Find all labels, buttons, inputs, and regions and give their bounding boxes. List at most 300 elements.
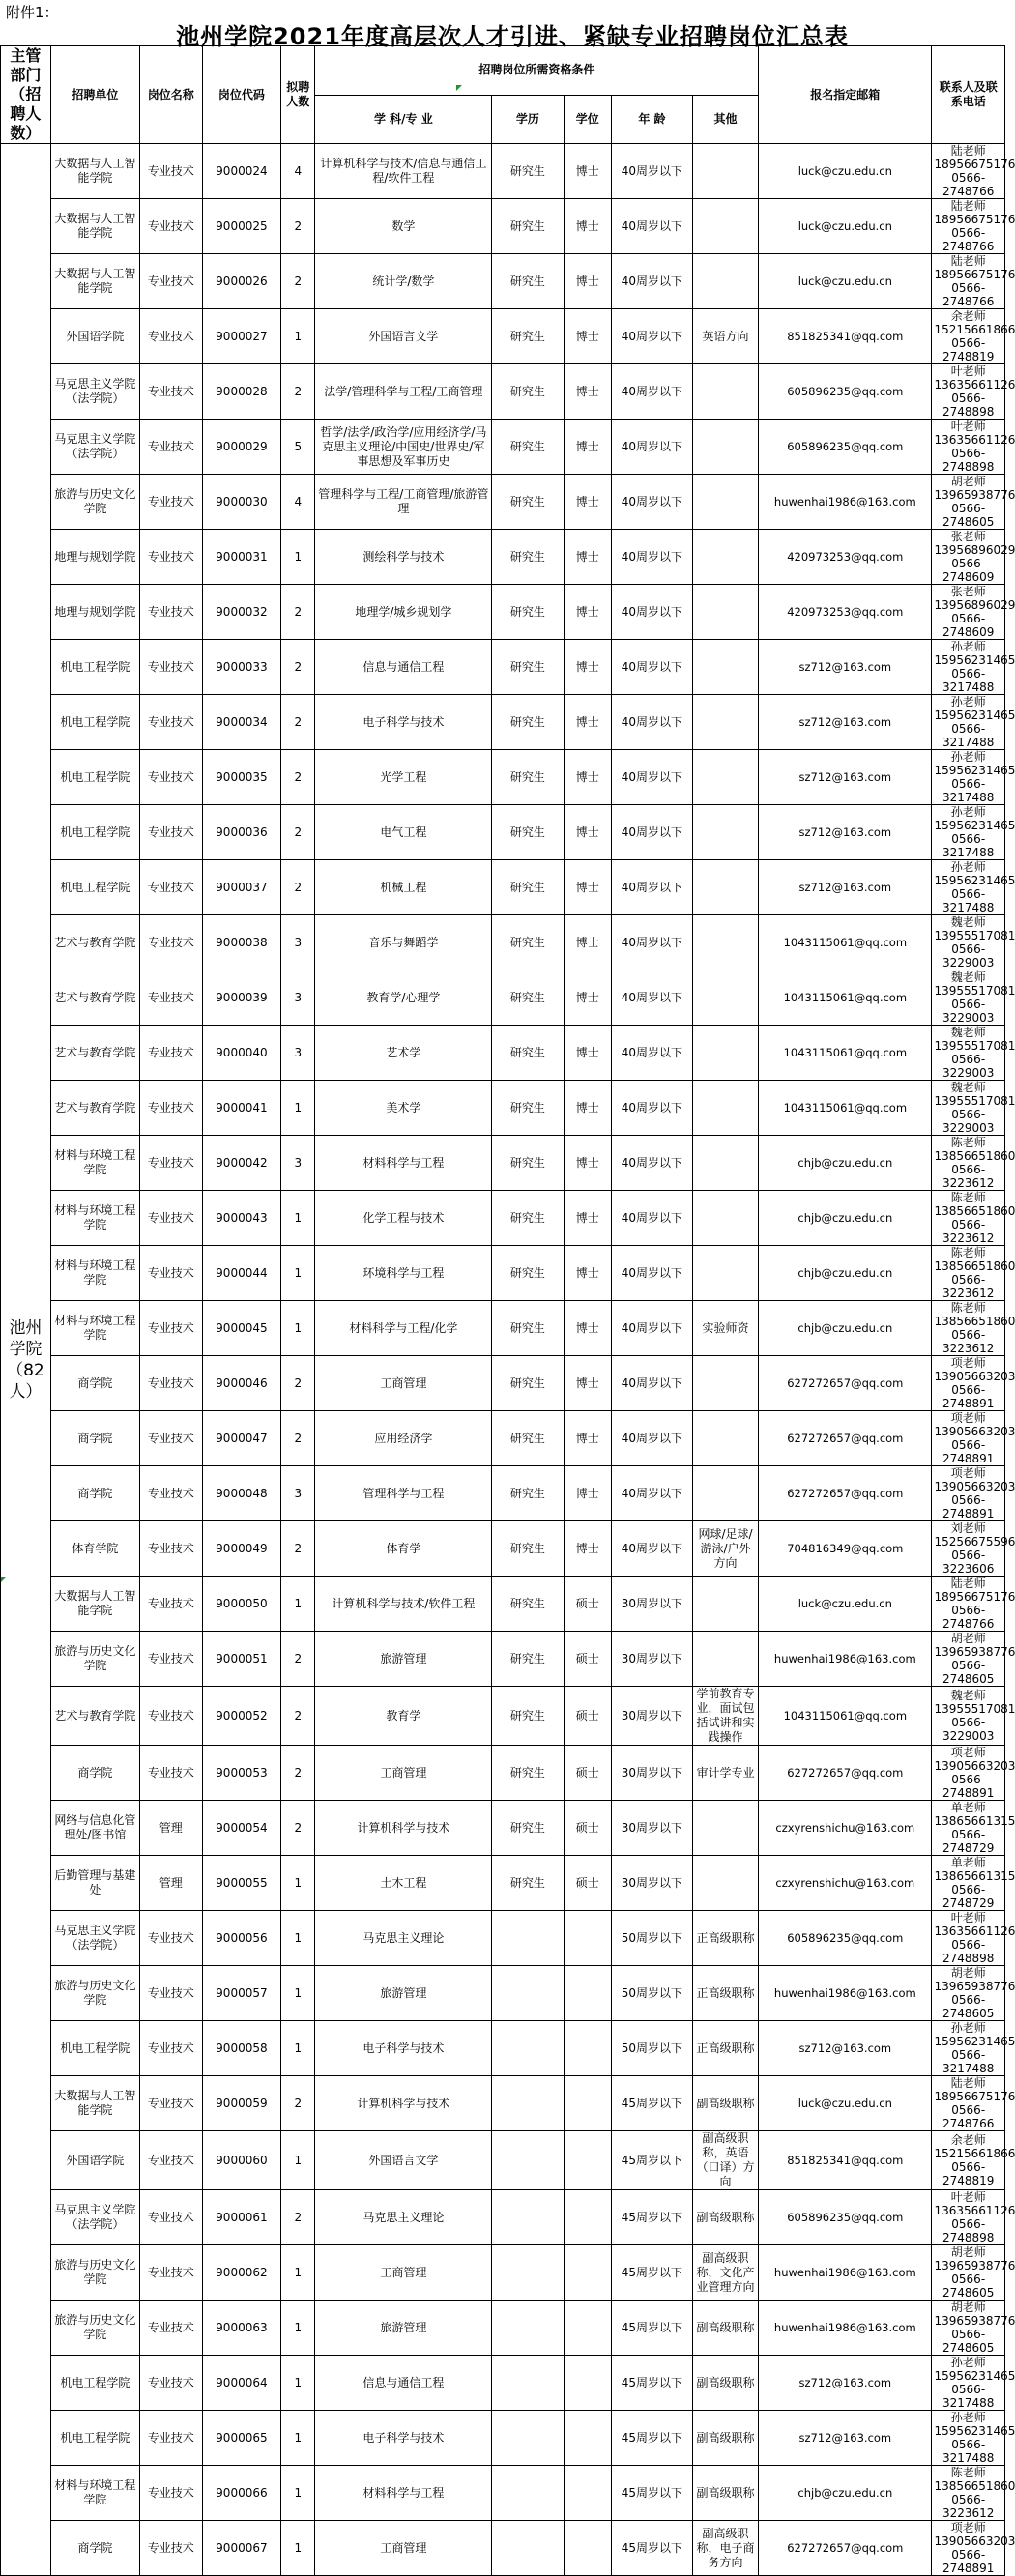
cell-code: 9000045 [202,1301,280,1356]
table-row [1,585,1005,640]
cell-edu: 研究生 [492,860,564,915]
cell-other [692,364,758,420]
cell-degree: 硕士 [564,1746,612,1801]
contact-c3: 0566-2748605 [942,2272,995,2300]
cell-code: 9000031 [202,530,280,585]
cell-other [692,1801,758,1856]
contact-c3: 0566-3217488 [942,722,995,749]
cell-degree: 博士 [564,1301,612,1356]
cell-post: 专业技术 [139,2466,202,2521]
cell-code: 9000041 [202,1081,280,1136]
contact-c2: 13856651860 [934,1149,1015,1163]
cell-other: 副高级职称，文化产业管理方向 [692,2245,758,2301]
contact-c3: 0566-3229003 [942,1108,995,1135]
cell-code: 9000024 [202,144,280,199]
cell-email: 605896235@qq.com [759,1911,932,1966]
cell-email: sz712@163.com [759,750,932,805]
cell-edu: 研究生 [492,420,564,475]
cell-post: 专业技术 [139,1356,202,1411]
contact-c2: 15956231465 [934,2035,1015,2048]
contact-c3: 0566-3217488 [942,777,995,804]
cell-unit: 旅游与历史文化学院 [50,1966,139,2021]
cell-code: 9000061 [202,2190,280,2245]
cell-contact [932,2245,1015,2301]
cell-count: 1 [281,1911,315,1966]
cell-degree: 博士 [564,805,612,860]
contact-c2: 13955517081 [934,1702,1015,1716]
cell-degree: 博士 [564,1521,612,1577]
cell-post: 专业技术 [139,750,202,805]
cell-post: 专业技术 [139,640,202,695]
contact-c2: 15215661866 [934,2147,1015,2160]
cell-major: 测绘科学与技术 [315,530,492,585]
cell-other [692,915,758,970]
cell-count: 1 [281,1856,315,1911]
cell-contact [932,2021,1015,2076]
cell-age: 40周岁以下 [612,254,693,309]
cell-contact [932,805,1015,860]
cell-edu: 研究生 [492,1801,564,1856]
cell-age: 40周岁以下 [612,695,693,750]
cell-contact [932,1301,1015,1356]
cell-major: 艺术学 [315,1026,492,1081]
cell-count: 2 [281,805,315,860]
contact-c2: 13955517081 [934,1039,1015,1053]
cell-major: 材料科学与工程 [315,1136,492,1191]
cell-age: 30周岁以下 [612,1632,693,1687]
cell-email: 420973253@qq.com [759,585,932,640]
cell-major: 电子科学与技术 [315,2021,492,2076]
cell-email: huwenhai1986@163.com [759,1632,932,1687]
contact-c3: 0566-3223612 [942,1273,995,1300]
contact-c2: 13905663203 [934,1425,1015,1438]
cell-count: 3 [281,970,315,1026]
table-row [1,1687,1005,1746]
cell-major: 音乐与舞蹈学 [315,915,492,970]
cell-age: 40周岁以下 [612,1466,693,1521]
cell-degree [564,2521,612,2576]
table-row [1,1801,1005,1856]
cell-degree: 硕士 [564,1632,612,1687]
cell-other [692,970,758,1026]
cell-post: 专业技术 [139,1026,202,1081]
contact-c3: 0566-2748766 [942,2103,995,2130]
cell-edu: 研究生 [492,640,564,695]
cell-age: 40周岁以下 [612,585,693,640]
cell-email: 627272657@qq.com [759,1746,932,1801]
contact-c3: 0566-2748898 [942,2217,995,2244]
cell-count: 1 [281,1081,315,1136]
cell-email: luck@czu.edu.cn [759,144,932,199]
cell-edu: 研究生 [492,309,564,364]
cell-edu: 研究生 [492,1026,564,1081]
cell-other [692,1466,758,1521]
cell-age: 45周岁以下 [612,2356,693,2411]
table-row [1,640,1005,695]
cell-post: 专业技术 [139,1746,202,1801]
contact-c2: 13856651860 [934,1315,1015,1328]
cell-email: sz712@163.com [759,695,932,750]
cell-unit: 艺术与教育学院 [50,1081,139,1136]
cell-degree [564,2076,612,2131]
contact-c2: 15956231465 [934,764,1015,777]
contact-c1: 魏老师 [950,1689,986,1702]
cell-major: 信息与通信工程 [315,2356,492,2411]
cell-age: 40周岁以下 [612,1191,693,1246]
cell-code: 9000052 [202,1687,280,1746]
cell-contact [932,1191,1015,1246]
cell-contact [932,750,1015,805]
cell-count: 3 [281,915,315,970]
cell-contact [932,1081,1015,1136]
contact-c2: 18956675176 [934,2090,1015,2103]
contact-c1: 项老师 [950,1746,986,1759]
cell-contact [932,1632,1015,1687]
cell-email: 605896235@qq.com [759,364,932,420]
cell-unit: 艺术与教育学院 [50,1026,139,1081]
cell-count: 2 [281,585,315,640]
cell-code: 9000056 [202,1911,280,1966]
cell-code: 9000067 [202,2521,280,2576]
cell-email: huwenhai1986@163.com [759,2301,932,2356]
cell-degree: 博士 [564,254,612,309]
cell-other [692,199,758,254]
contact-c2: 13635661126 [934,433,1015,447]
contact-c2: 13905663203 [934,2534,1015,2548]
cell-degree [564,2131,612,2190]
cell-count: 1 [281,2245,315,2301]
cell-unit: 马克思主义学院（法学院） [50,1911,139,1966]
cell-contact [932,2411,1015,2466]
cell-unit: 机电工程学院 [50,2021,139,2076]
contact-c2: 13635661126 [934,378,1015,391]
contact-c2: 13965938776 [934,2314,1015,2328]
table-row [1,970,1005,1026]
cell-post: 专业技术 [139,1081,202,1136]
cell-age: 30周岁以下 [612,1801,693,1856]
table-row [1,2076,1005,2131]
cell-major: 计算机科学与技术 [315,1801,492,1856]
cell-contact [932,144,1015,199]
header-major: 学 科/专 业 [315,95,492,144]
cell-other [692,420,758,475]
contact-c1: 陈老师 [950,1301,986,1315]
contact-c3: 0566-3217488 [942,832,995,859]
cell-contact [932,1966,1015,2021]
cell-age: 40周岁以下 [612,1246,693,1301]
contact-c1: 孙老师 [950,2411,986,2424]
contact-c3: 0566-3217488 [942,2383,995,2410]
cell-email: luck@czu.edu.cn [759,199,932,254]
contact-c1: 余老师 [950,2133,986,2147]
cell-contact [932,309,1015,364]
cell-email: 605896235@qq.com [759,2190,932,2245]
cell-code: 9000057 [202,1966,280,2021]
cell-major: 体育学 [315,1521,492,1577]
cell-code: 9000036 [202,805,280,860]
cell-major: 旅游管理 [315,1632,492,1687]
cell-count: 1 [281,2466,315,2521]
contact-c2: 15956231465 [934,819,1015,832]
cell-other: 学前教育专业，面试包括试讲和实践操作 [692,1687,758,1746]
cell-unit: 大数据与人工智能学院 [50,199,139,254]
contact-c1: 魏老师 [950,915,986,929]
cell-degree [564,2245,612,2301]
contact-c1: 叶老师 [950,420,986,433]
cell-age: 30周岁以下 [612,1856,693,1911]
contact-c3: 0566-2748891 [942,1438,995,1465]
table-row [1,199,1005,254]
cell-unit: 外国语学院 [50,309,139,364]
cell-count: 2 [281,1411,315,1466]
cell-other [692,530,758,585]
cell-post: 专业技术 [139,1191,202,1246]
cell-code: 9000026 [202,254,280,309]
cell-unit: 机电工程学院 [50,640,139,695]
cell-other: 副高级职称 [692,2301,758,2356]
cell-major: 外国语言文学 [315,2131,492,2190]
cell-email: chjb@czu.edu.cn [759,1246,932,1301]
contact-c1: 孙老师 [950,2021,986,2035]
cell-edu: 研究生 [492,915,564,970]
cell-degree: 博士 [564,860,612,915]
cell-age: 45周岁以下 [612,2466,693,2521]
table-body [1,144,1015,2576]
cell-major: 环境科学与工程 [315,1246,492,1301]
header-edu: 学历 [492,95,564,144]
cell-age: 40周岁以下 [612,1301,693,1356]
cell-other: 副高级职称 [692,2411,758,2466]
cell-age: 45周岁以下 [612,2521,693,2576]
header-other: 其他 [692,95,758,144]
cell-other: 副高级职称 [692,2466,758,2521]
cell-count: 2 [281,364,315,420]
contact-c3: 0566-2748766 [942,226,995,253]
cell-unit: 材料与环境工程学院 [50,1246,139,1301]
cell-code: 9000042 [202,1136,280,1191]
cell-code: 9000055 [202,1856,280,1911]
contact-c1: 单老师 [950,1801,986,1814]
cell-unit: 马克思主义学院（法学院） [50,2190,139,2245]
cell-degree: 博士 [564,364,612,420]
cell-post: 专业技术 [139,2245,202,2301]
cell-contact [932,1136,1015,1191]
contact-c3: 0566-2748819 [942,2160,995,2187]
cell-other: 副高级职称 [692,2076,758,2131]
contact-c2: 13865661315 [934,1869,1015,1883]
cell-degree: 博士 [564,1411,612,1466]
contact-c2: 13956896029 [934,598,1015,612]
cell-major: 管理科学与工程/工商管理/旅游管理 [315,475,492,530]
cell-contact [932,475,1015,530]
cell-email: czxyrenshichu@163.com [759,1801,932,1856]
cell-post: 专业技术 [139,805,202,860]
cell-other [692,1356,758,1411]
cell-age: 50周岁以下 [612,2021,693,2076]
cell-count: 1 [281,2021,315,2076]
cell-code: 9000060 [202,2131,280,2190]
cell-edu: 研究生 [492,805,564,860]
cell-age: 40周岁以下 [612,805,693,860]
cell-edu: 研究生 [492,1191,564,1246]
cell-degree: 博士 [564,144,612,199]
cell-count: 1 [281,309,315,364]
contact-c1: 叶老师 [950,2190,986,2204]
contact-c3: 0566-2748605 [942,1993,995,2020]
cell-post: 专业技术 [139,1301,202,1356]
contact-c2: 15215661866 [934,323,1015,336]
cell-post: 管理 [139,1801,202,1856]
cell-post: 专业技术 [139,2190,202,2245]
cell-age: 40周岁以下 [612,970,693,1026]
cell-count: 2 [281,750,315,805]
contact-c2: 13856651860 [934,1204,1015,1218]
cell-email: sz712@163.com [759,2411,932,2466]
cell-post: 专业技术 [139,364,202,420]
cell-age: 40周岁以下 [612,750,693,805]
cell-edu: 研究生 [492,1466,564,1521]
cell-email: chjb@czu.edu.cn [759,1301,932,1356]
cell-age: 40周岁以下 [612,144,693,199]
cell-contact [932,1911,1015,1966]
cell-age: 45周岁以下 [612,2301,693,2356]
contact-c3: 0566-3217488 [942,2048,995,2075]
table-row [1,475,1005,530]
cell-email: 851825341@qq.com [759,309,932,364]
contact-c3: 0566-3223612 [942,1163,995,1190]
cell-unit: 商学院 [50,1411,139,1466]
cell-code: 9000038 [202,915,280,970]
cell-major: 光学工程 [315,750,492,805]
cell-edu: 研究生 [492,1356,564,1411]
cell-post: 专业技术 [139,970,202,1026]
cell-edu: 研究生 [492,1856,564,1911]
cell-count: 3 [281,1466,315,1521]
contact-c2: 18956675176 [934,1590,1015,1604]
contact-c2: 18956675176 [934,213,1015,226]
cell-major: 应用经济学 [315,1411,492,1466]
cell-degree: 博士 [564,1246,612,1301]
cell-count: 2 [281,1746,315,1801]
cell-age: 40周岁以下 [612,309,693,364]
cell-major: 教育学 [315,1687,492,1746]
cell-edu: 研究生 [492,199,564,254]
cell-major: 数学 [315,199,492,254]
contact-c1: 项老师 [950,1466,986,1480]
table-row [1,915,1005,970]
cell-edu: 研究生 [492,695,564,750]
dept-cell: 池州学院（82人） [1,144,51,2576]
contact-c2: 13955517081 [934,929,1015,942]
cell-email: 627272657@qq.com [759,1466,932,1521]
table-row [1,2021,1005,2076]
cell-degree [564,2411,612,2466]
cell-post: 专业技术 [139,585,202,640]
cell-major: 电子科学与技术 [315,695,492,750]
cell-other [692,695,758,750]
cell-age: 45周岁以下 [612,2245,693,2301]
cell-code: 9000043 [202,1191,280,1246]
cell-email: 627272657@qq.com [759,1411,932,1466]
contact-c3: 0566-3217488 [942,667,995,694]
cell-email: chjb@czu.edu.cn [759,1136,932,1191]
contact-c1: 魏老师 [950,970,986,984]
cell-edu: 研究生 [492,1521,564,1577]
cell-edu: 研究生 [492,1577,564,1632]
cell-other: 英语方向 [692,309,758,364]
table-row [1,1026,1005,1081]
cell-post: 专业技术 [139,1966,202,2021]
contact-c1: 陈老师 [950,1136,986,1149]
cell-edu [492,2245,564,2301]
cell-email: huwenhai1986@163.com [759,2245,932,2301]
cell-post: 专业技术 [139,1577,202,1632]
contact-c3: 0566-2748609 [942,557,995,584]
cell-edu: 研究生 [492,1246,564,1301]
contact-c2: 13856651860 [934,1259,1015,1273]
contact-c1: 胡老师 [950,1632,986,1645]
cell-unit: 商学院 [50,1356,139,1411]
cell-unit: 机电工程学院 [50,860,139,915]
cell-edu: 研究生 [492,1687,564,1746]
contact-c2: 13965938776 [934,1980,1015,1993]
contact-c3: 0566-2748605 [942,2328,995,2355]
cell-other [692,1856,758,1911]
cell-count: 1 [281,2131,315,2190]
cell-code: 9000053 [202,1746,280,1801]
cell-other: 正高级职称 [692,1911,758,1966]
cell-major: 机械工程 [315,860,492,915]
cell-major: 工商管理 [315,1356,492,1411]
cell-post: 专业技术 [139,1466,202,1521]
cell-email: 420973253@qq.com [759,530,932,585]
contact-c3: 0566-3223612 [942,1328,995,1355]
table-row [1,1521,1005,1577]
contact-c1: 陈老师 [950,2466,986,2479]
cell-count: 2 [281,1356,315,1411]
cell-edu [492,2411,564,2466]
contact-c3: 0566-3223606 [942,1548,995,1576]
cell-contact [932,2466,1015,2521]
cell-degree: 博士 [564,199,612,254]
cell-count: 4 [281,144,315,199]
cell-count: 1 [281,1301,315,1356]
contact-c2: 15956231465 [934,2369,1015,2383]
contact-c3: 0566-2748891 [942,2548,995,2575]
contact-c1: 项老师 [950,2521,986,2534]
contact-c1: 叶老师 [950,364,986,378]
cell-unit: 材料与环境工程学院 [50,2466,139,2521]
cell-contact [932,2301,1015,2356]
cell-major: 电气工程 [315,805,492,860]
contact-c2: 13865661315 [934,1814,1015,1828]
cell-edu [492,1911,564,1966]
cell-code: 9000048 [202,1466,280,1521]
cell-code: 9000027 [202,309,280,364]
cell-code: 9000028 [202,364,280,420]
cell-unit: 大数据与人工智能学院 [50,254,139,309]
cell-edu: 研究生 [492,1136,564,1191]
cell-email: 1043115061@qq.com [759,1081,932,1136]
cell-contact [932,1246,1015,1301]
cell-age: 40周岁以下 [612,860,693,915]
cell-count: 2 [281,695,315,750]
cell-post: 专业技术 [139,2411,202,2466]
table-row [1,1966,1005,2021]
cell-major: 土木工程 [315,1856,492,1911]
cell-unit: 大数据与人工智能学院 [50,2076,139,2131]
cell-age: 40周岁以下 [612,1081,693,1136]
